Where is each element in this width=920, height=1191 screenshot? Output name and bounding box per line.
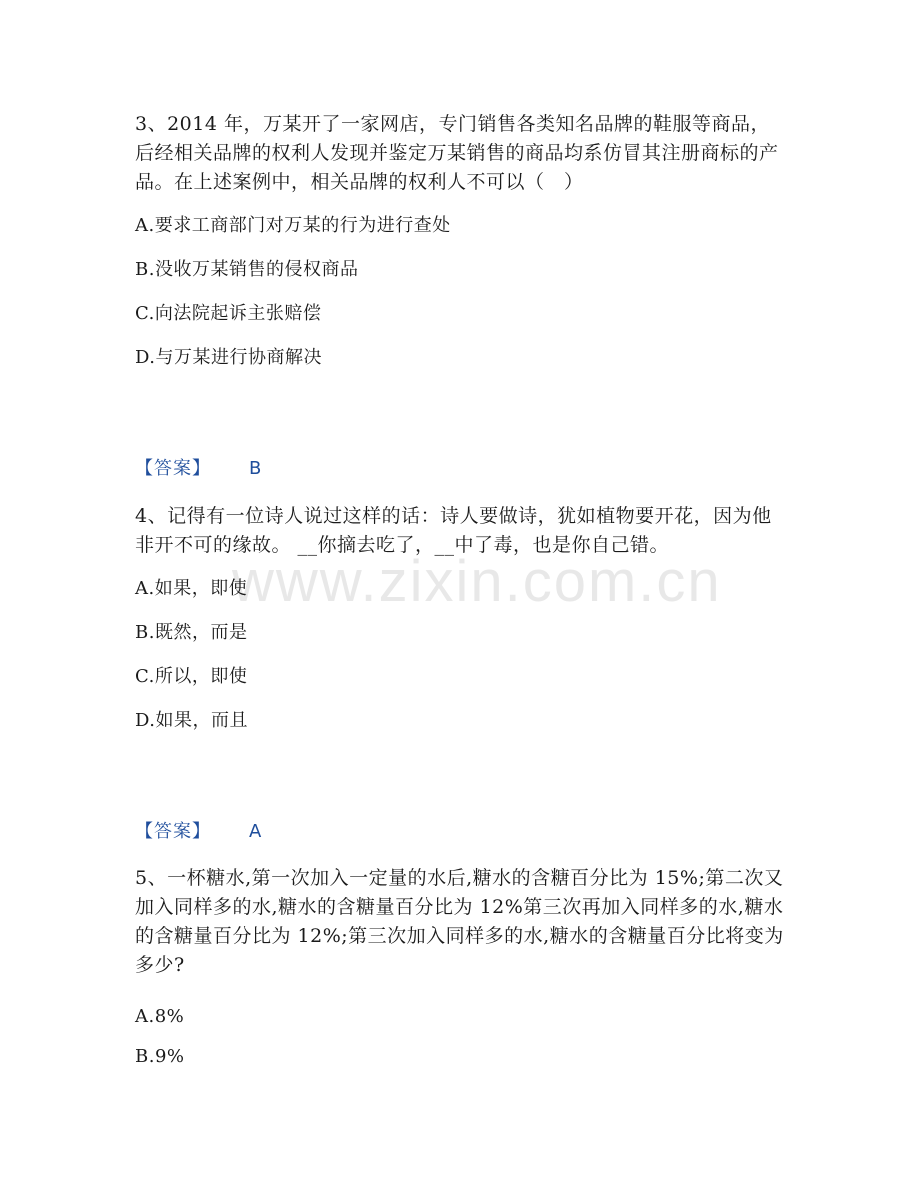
question-5: [135, 864, 785, 980]
answer-value: B: [249, 458, 262, 479]
question-4-option-c: C.所以，即使: [135, 666, 248, 687]
question-4-stem: 4、记得有一位诗人说过这样的话：诗人要做诗，犹如植物要开花，因为他非开不可的缘故。 __你摘去吃了，__中了毒，也是你自己错。: [135, 505, 772, 556]
question-4-option-d: D.如果，而且: [135, 710, 249, 731]
question-3-stem: 3、2014 年，万某开了一家网店，专门销售各类知名品牌的鞋服等商品，后经相关品牌的权利人发现并鉴定万某销售的商品均系仿冒其注册商标的产品。在上述案例中，相关品牌的权利人不可以（ ）: [135, 113, 779, 193]
question-5-stem: 5、一杯糖水,第一次加入一定量的水后,糖水的含糖百分比为 15%;第二次又加入同样多的水,糖水的含糖量百分比为 12%第三次再加入同样多的水,糖水的含糖量百分比为 12%;第三次加入同样多的水,糖水的含糖量百分比将变为多少?: [135, 867, 784, 976]
answer-label: 【答案】: [135, 821, 211, 842]
question-3-answer: [135, 457, 261, 481]
question-3-option-c: C.向法院起诉主张赔偿: [135, 303, 322, 324]
answer-label: 【答案】: [135, 458, 211, 479]
question-5-option-b: B.9%: [135, 1046, 185, 1067]
question-4-option-b: B.既然，而是: [135, 622, 248, 643]
question-4-answer: [135, 820, 261, 844]
question-3-option-d: D.与万某进行协商解决: [135, 347, 323, 368]
question-4-option-a: A.如果，即使: [135, 578, 248, 599]
question-3-option-b: B.没收万某销售的侵权商品: [135, 259, 359, 280]
question-3-option-a: A.要求工商部门对万某的行为进行查处: [135, 215, 451, 236]
question-4: [135, 502, 785, 560]
question-5-option-a: A.8%: [135, 1006, 185, 1027]
watermark: www.zixin.com.cn: [232, 549, 722, 614]
question-3: [135, 110, 785, 197]
answer-value: A: [249, 821, 262, 842]
